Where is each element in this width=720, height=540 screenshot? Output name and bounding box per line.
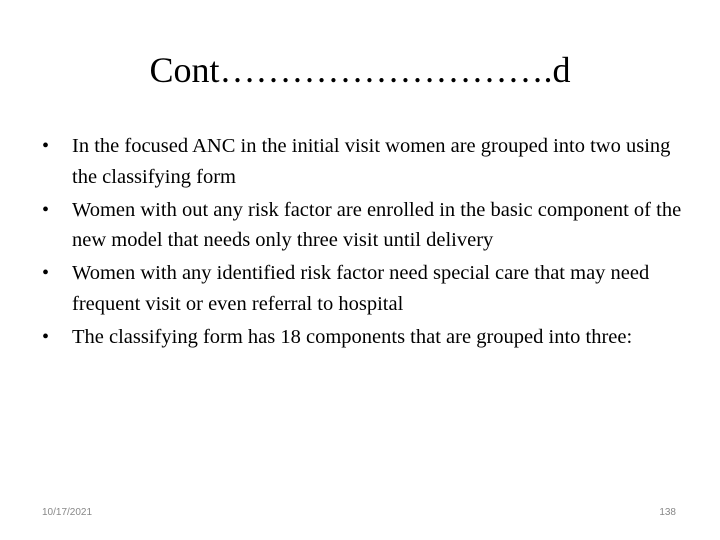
bullet-text: In the focused ANC in the initial visit women are grouped into two using the classifying form: [72, 135, 671, 188]
bullet-item: [42, 195, 682, 256]
bullet-text: Women with out any risk factor are enrolled in the basic component of the new model that needs only three visit until delivery: [72, 198, 682, 251]
bullet-item: [42, 258, 682, 319]
bullet-icon: •: [42, 135, 50, 157]
bullet-text: The classifying form has 18 components that are grouped into three:: [72, 325, 633, 348]
bullet-icon: •: [42, 325, 50, 348]
slide-title: Cont……………………….d: [149, 50, 571, 90]
bullet-item: [42, 322, 682, 353]
bullet-item: [42, 131, 682, 192]
bullet-list: [42, 131, 682, 355]
bullet-icon: •: [42, 262, 50, 284]
footer-date: 10/17/2021: [42, 507, 93, 518]
bullet-text: Women with any identified risk factor need special care that may need frequent visit or even referral to hospital: [72, 262, 650, 315]
bullet-icon: •: [42, 198, 50, 221]
footer-page-number: 138: [659, 507, 676, 518]
